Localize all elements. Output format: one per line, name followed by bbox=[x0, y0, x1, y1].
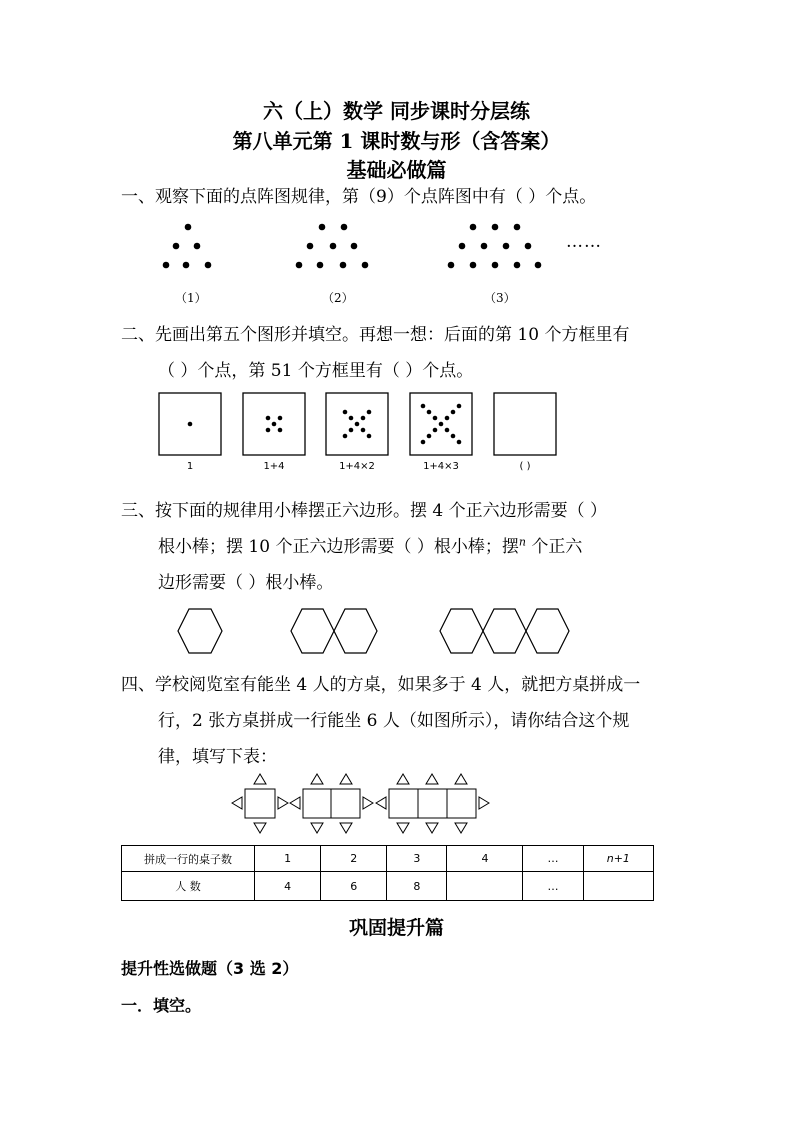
question-4-line-1: 四、学校阅览室有能坐 4 人的方桌，如果多于 4 人，就把方桌拼成一 bbox=[121, 675, 641, 695]
section-title-basic: 基础必做篇 bbox=[346, 158, 447, 182]
dot-figure-label-2: （2） bbox=[322, 291, 354, 305]
table-cell: 6 bbox=[321, 872, 387, 901]
page-title: 六（上）数学 同步课时分层练 bbox=[263, 99, 530, 123]
table-cell: 8 bbox=[387, 872, 447, 901]
table-cell: 1 bbox=[255, 846, 321, 872]
table-cell: 3 bbox=[387, 846, 447, 872]
section-title-advanced: 巩固提升篇 bbox=[348, 917, 444, 939]
question-2-line-2: （ ）个点，第 51 个方框里有（ ）个点。 bbox=[158, 361, 474, 381]
box-label-5: ( ) bbox=[519, 461, 531, 472]
question-3-line-3: 边形需要（ ）根小棒。 bbox=[158, 573, 334, 593]
table-cell: n+1 bbox=[583, 846, 653, 872]
hexagon-figures bbox=[178, 609, 569, 653]
table-cell: … bbox=[523, 846, 583, 872]
hexagon-figure-3 bbox=[440, 609, 569, 653]
question-3-line-1: 三、按下面的规律用小棒摆正六边形。摆 4 个正六边形需要（ ） bbox=[121, 501, 608, 521]
table-figure-3 bbox=[376, 774, 489, 833]
dot-box-2 bbox=[266, 416, 283, 433]
box-label-2: 1+4 bbox=[263, 461, 285, 472]
question-1-text: 一、观察下面的点阵图规律，第（9）个点阵图中有（ ）个点。 bbox=[121, 187, 597, 207]
table-figure-2 bbox=[290, 774, 373, 833]
fill-in-heading: 一．填空。 bbox=[121, 996, 202, 1015]
table-cell: 4 bbox=[447, 846, 523, 872]
dot-box-4 bbox=[421, 404, 462, 445]
question-3-line-2: 根小棒；摆 10 个正六边形需要（ ）根小棒；摆$^n$ 个正六 bbox=[158, 535, 583, 557]
question-2-line-1: 二、先画出第五个图形并填空。再想一想：后面的第 10 个方框里有 bbox=[121, 325, 630, 345]
question-4-line-3: 律，填写下表： bbox=[158, 747, 277, 767]
dot-box-1 bbox=[188, 422, 193, 427]
table-cell: 人 数 bbox=[122, 872, 255, 901]
box-label-3: 1+4×2 bbox=[339, 461, 375, 472]
question-4-line-2: 行，2 张方桌拼成一行能坐 6 人（如图所示），请你结合这个规 bbox=[158, 711, 630, 731]
dot-figure-label-1: （1） bbox=[175, 291, 207, 305]
table-cell: 拼成一行的桌子数 bbox=[122, 846, 255, 872]
dot-figure-label-3: （3） bbox=[484, 291, 516, 305]
dot-figure-2 bbox=[296, 224, 369, 269]
optional-questions-heading: 提升性选做题（3 选 2） bbox=[121, 959, 299, 978]
table-cell[interactable] bbox=[447, 872, 523, 901]
table-cell[interactable] bbox=[583, 872, 653, 901]
box-label-4: 1+4×3 bbox=[423, 461, 459, 472]
page-subtitle: 第八单元第 1 课时数与形（含答案） bbox=[232, 129, 561, 153]
table-cell: 2 bbox=[321, 846, 387, 872]
table-row bbox=[122, 872, 654, 901]
square-table-figures bbox=[232, 774, 489, 833]
dot-figure-1 bbox=[163, 224, 212, 269]
table-row bbox=[122, 846, 654, 872]
hexagon-figure-2 bbox=[291, 609, 377, 653]
table-figure-1 bbox=[232, 774, 288, 833]
table-cell: … bbox=[523, 872, 583, 901]
ellipsis: …… bbox=[566, 232, 602, 252]
table-cell: 4 bbox=[255, 872, 321, 901]
hexagon-figure-1 bbox=[178, 609, 222, 653]
desk-people-table bbox=[121, 845, 654, 901]
dot-figure-3 bbox=[448, 224, 542, 269]
dot-box-3 bbox=[343, 410, 372, 439]
box-label-1: 1 bbox=[186, 461, 194, 472]
